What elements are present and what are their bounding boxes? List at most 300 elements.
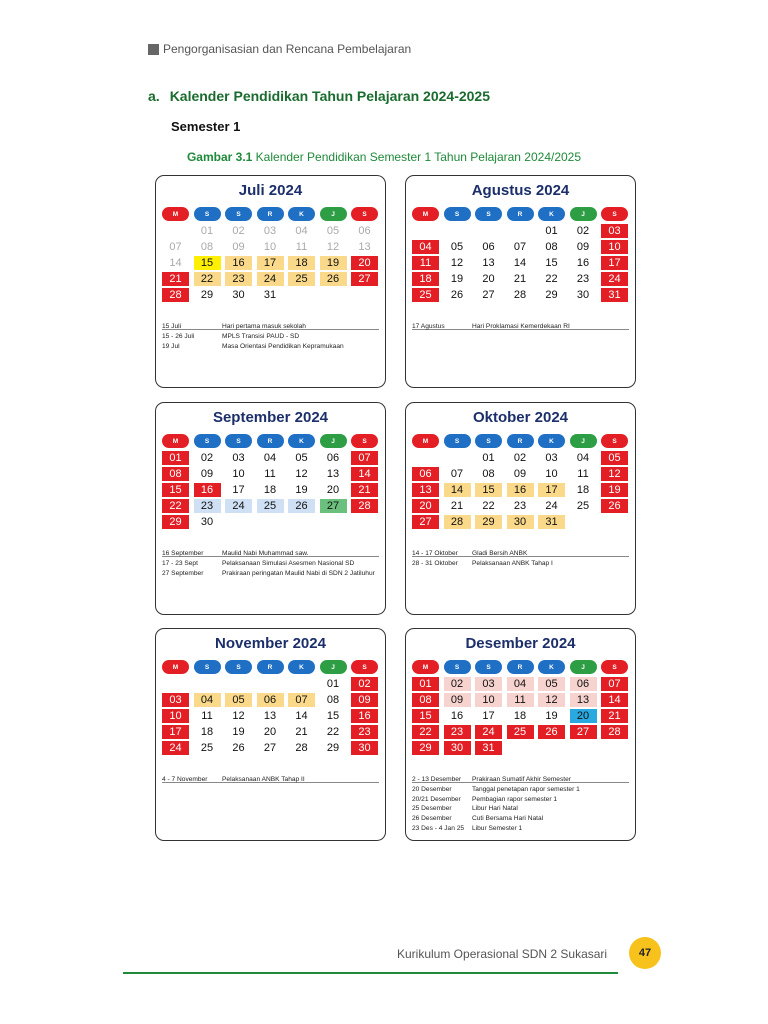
event-text: Hari Proklamasi Kemerdekaan RI (472, 323, 570, 330)
date-cell: 25 (200, 742, 214, 754)
date-cell: 28 (295, 742, 308, 754)
date-cell: 31 (475, 741, 502, 755)
date-cell: 07 (450, 468, 464, 480)
date-cell: 26 (450, 289, 464, 301)
weekday-pill: S (475, 207, 502, 221)
date-cell: 29 (412, 741, 439, 755)
date-cell: 30 (232, 289, 245, 301)
event-date: 20 Desember (412, 785, 452, 793)
date-cell: 18 (412, 272, 439, 286)
date-cell: 10 (162, 709, 189, 723)
calendar-month-card (155, 628, 386, 841)
weekday-pill: S (351, 434, 378, 448)
weekday-pill: S (351, 660, 378, 674)
date-cell: 20 (482, 273, 495, 285)
date-cell: 10 (263, 241, 277, 253)
weekday-pill: M (412, 207, 439, 221)
date-cell: 28 (601, 725, 628, 739)
weekday-pill: R (257, 207, 284, 221)
date-cell: 19 (450, 273, 464, 285)
date-cell: 04 (295, 225, 308, 237)
header-text: Pengorganisasian dan Rencana Pembelajaran (163, 42, 412, 56)
date-cell: 29 (162, 515, 189, 529)
date-cell: 04 (194, 693, 221, 707)
event-notes (412, 775, 631, 834)
date-cell: 27 (570, 725, 597, 739)
event-notes (162, 322, 381, 351)
event-text: Prakiraan peringatan Maulid Nabi di SDN 2 Jatiluhur (222, 569, 375, 577)
figure-caption-text: Kalender Pendidikan Semester 1 Tahun Pelajaran 2024/2025 (252, 150, 582, 164)
date-cell: 09 (576, 241, 590, 253)
date-cell: 06 (570, 677, 597, 691)
date-cell: 12 (601, 467, 628, 481)
event-date: 15 - 26 Juli (162, 332, 195, 340)
date-cell: 10 (232, 468, 245, 480)
date-cell: 01 (162, 451, 189, 465)
date-cell: 16 (351, 709, 378, 723)
weekday-pill: M (162, 434, 189, 448)
event-notes (412, 549, 631, 569)
date-cell: 02 (200, 452, 214, 464)
event-date: 23 Des - 4 Jan 25 (412, 824, 465, 832)
weekday-header-row (162, 660, 383, 674)
date-cell: 17 (232, 484, 245, 496)
calendar-month-card (155, 402, 386, 615)
date-cell: 12 (450, 257, 464, 269)
weekday-pill: J (570, 660, 597, 674)
date-cell: 11 (201, 710, 213, 722)
date-cell: 24 (475, 725, 502, 739)
calendar-month-card (155, 175, 386, 388)
date-cell: 02 (232, 225, 245, 237)
date-cell: 24 (545, 500, 558, 512)
date-cell: 13 (358, 241, 371, 253)
date-cell: 10 (475, 693, 502, 707)
event-notes (412, 322, 631, 332)
date-cell: 09 (351, 693, 378, 707)
footer-text: Kurikulum Operasional SDN 2 Sukasari (397, 947, 608, 961)
date-cell: 26 (538, 725, 565, 739)
date-cell: 08 (326, 694, 340, 706)
date-cell: 29 (475, 515, 502, 529)
date-cell (475, 224, 502, 238)
event-text: Masa Orientasi Pendidikan Kepramukaan (222, 342, 344, 350)
month-title: Desember 2024 (465, 635, 576, 652)
date-cell: 22 (194, 272, 221, 286)
date-cell: 01 (200, 225, 214, 237)
weekday-pill: K (538, 434, 565, 448)
date-cell (538, 741, 565, 755)
date-cell: 17 (601, 256, 628, 270)
date-cell: 15 (194, 256, 221, 270)
date-cell: 02 (576, 225, 590, 237)
event-date: 14 - 17 Oktober (412, 550, 458, 557)
semester-heading: Semester 1 (171, 119, 241, 134)
date-cell: 03 (263, 225, 277, 237)
month-title: September 2024 (212, 409, 329, 426)
date-cell: 08 (200, 241, 214, 253)
event-date: 28 - 31 Oktober (412, 559, 458, 567)
date-cell: 02 (513, 452, 527, 464)
date-cell: 20 (570, 709, 597, 723)
month-title: Agustus 2024 (471, 182, 570, 199)
month-title: November 2024 (215, 635, 326, 652)
date-cell: 12 (295, 468, 308, 480)
date-cell: 07 (601, 677, 628, 691)
weekday-pill: M (412, 660, 439, 674)
event-text: Maulid Nabi Muhammad saw. (222, 550, 309, 557)
weekday-pill: S (194, 660, 221, 674)
date-cell: 01 (412, 677, 439, 691)
date-cell: 15 (475, 483, 502, 497)
weekday-header-row (162, 207, 383, 221)
date-cell (601, 515, 628, 529)
date-cell: 27 (320, 499, 347, 513)
date-cell: 27 (482, 289, 495, 301)
date-cell: 22 (326, 726, 340, 738)
date-cell: 03 (232, 452, 245, 464)
date-cell: 27 (412, 515, 439, 529)
date-cell: 14 (169, 257, 182, 269)
date-cell: 07 (351, 451, 378, 465)
event-date: 17 Agustus (412, 323, 445, 330)
page-number: 47 (629, 937, 661, 969)
event-notes (162, 549, 381, 578)
date-cell: 14 (513, 257, 527, 269)
weekday-header-row (412, 207, 633, 221)
event-text: Pelaksanaan Simulasi Asesmen Nasional SD (222, 559, 355, 567)
weekday-pill: S (225, 434, 252, 448)
weekday-pill: S (225, 207, 252, 221)
date-cell: 12 (538, 693, 565, 707)
weekday-header-row (412, 660, 633, 674)
calendar-month-card (405, 402, 636, 615)
date-cell: 05 (225, 693, 252, 707)
event-date: 19 Jul (162, 342, 180, 350)
section-title (148, 88, 490, 104)
date-cell: 04 (507, 677, 534, 691)
date-cell (320, 515, 347, 529)
date-cell (194, 677, 221, 691)
date-cell (257, 515, 284, 529)
date-cell: 18 (576, 484, 590, 496)
date-cell: 24 (257, 272, 284, 286)
date-cell: 27 (263, 742, 277, 754)
date-cell: 18 (200, 726, 214, 738)
date-cell (601, 741, 628, 755)
date-cell (288, 677, 315, 691)
date-cell: 01 (326, 678, 340, 690)
date-cell: 20 (326, 484, 340, 496)
date-cell (351, 515, 378, 529)
date-cell: 11 (264, 468, 276, 480)
date-grid (412, 677, 628, 755)
weekday-pill: R (257, 434, 284, 448)
event-note (412, 795, 631, 805)
date-cell: 23 (513, 500, 527, 512)
date-cell (162, 224, 189, 238)
date-cell: 19 (232, 726, 245, 738)
date-cell: 10 (545, 468, 558, 480)
date-cell: 28 (513, 289, 527, 301)
calendar-month-card (405, 175, 636, 388)
date-cell: 23 (225, 272, 252, 286)
date-cell: 01 (545, 225, 558, 237)
date-cell: 28 (351, 499, 378, 513)
figure-caption-label: Gambar 3.1 (186, 150, 253, 164)
date-cell: 16 (450, 710, 464, 722)
date-cell (570, 515, 597, 529)
date-cell (507, 741, 534, 755)
event-date: 27 September (162, 569, 204, 577)
date-cell: 09 (232, 241, 245, 253)
date-cell: 30 (200, 516, 214, 528)
event-note (162, 549, 381, 559)
date-cell: 07 (288, 693, 315, 707)
date-cell: 24 (225, 499, 252, 513)
date-cell: 05 (601, 451, 628, 465)
weekday-pill: S (194, 434, 221, 448)
date-cell: 16 (194, 483, 221, 497)
date-cell: 25 (257, 499, 284, 513)
weekday-pill: J (320, 660, 347, 674)
weekday-pill: S (601, 660, 628, 674)
date-cell: 21 (351, 483, 378, 497)
date-cell (351, 288, 378, 302)
date-cell: 25 (288, 272, 315, 286)
date-cell: 06 (257, 693, 284, 707)
date-cell: 05 (538, 677, 565, 691)
date-cell: 24 (601, 272, 628, 286)
date-cell: 12 (232, 710, 245, 722)
month-title: Oktober 2024 (472, 409, 569, 426)
weekday-pill: K (288, 660, 315, 674)
event-text: Hari pertama masuk sekolah (222, 323, 306, 330)
header-square-icon (148, 44, 159, 55)
date-cell (225, 677, 252, 691)
date-cell: 19 (295, 484, 308, 496)
date-grid (412, 451, 628, 529)
date-cell: 04 (576, 452, 590, 464)
date-cell: 02 (444, 677, 471, 691)
date-cell: 22 (545, 273, 558, 285)
date-cell: 21 (513, 273, 527, 285)
date-cell (412, 451, 439, 465)
event-text: Tanggal penetapan rapor semester 1 (472, 785, 580, 793)
date-cell: 21 (162, 272, 189, 286)
date-cell: 15 (545, 257, 558, 269)
event-text: Cuti Bersama Hari Natal (472, 815, 544, 823)
event-note (162, 775, 381, 785)
weekday-pill: S (475, 660, 502, 674)
weekday-pill: M (412, 434, 439, 448)
date-cell: 14 (351, 467, 378, 481)
date-cell: 15 (326, 710, 340, 722)
date-cell (444, 451, 471, 465)
event-date: 26 Desember (412, 815, 452, 823)
weekday-pill: K (288, 434, 315, 448)
date-cell: 06 (412, 467, 439, 481)
date-cell: 25 (412, 288, 439, 302)
date-cell: 11 (412, 256, 439, 270)
weekday-pill: S (444, 660, 471, 674)
date-cell: 16 (225, 256, 252, 270)
date-grid (412, 224, 628, 302)
date-cell: 21 (601, 709, 628, 723)
date-cell: 13 (326, 468, 340, 480)
date-cell: 21 (295, 726, 308, 738)
date-cell: 08 (482, 468, 495, 480)
date-cell: 14 (295, 710, 308, 722)
date-cell: 04 (263, 452, 277, 464)
date-cell: 05 (295, 452, 308, 464)
event-notes (162, 775, 381, 785)
weekday-pill: K (538, 207, 565, 221)
date-cell: 23 (576, 273, 590, 285)
weekday-pill: M (162, 207, 189, 221)
date-grid (162, 224, 378, 302)
event-text: Prakiraan Sumatif Akhir Semester (472, 776, 571, 783)
weekday-pill: K (288, 207, 315, 221)
date-cell (412, 224, 439, 238)
date-cell: 17 (257, 256, 284, 270)
section-title-text: Kalender Pendidikan Tahun Pelajaran 2024-2025 (169, 88, 491, 104)
date-cell: 30 (576, 289, 590, 301)
month-title: Juli 2024 (238, 182, 303, 199)
event-text: Libur Semester 1 (472, 824, 523, 832)
event-note (162, 342, 381, 352)
date-cell (162, 677, 189, 691)
date-cell: 29 (200, 289, 214, 301)
date-cell: 09 (513, 468, 527, 480)
event-text: Pelaksanaan ANBK Tahap I (472, 559, 553, 567)
weekday-pill: S (444, 434, 471, 448)
event-note (412, 775, 631, 785)
date-cell (507, 224, 534, 238)
date-cell: 13 (412, 483, 439, 497)
date-cell: 23 (351, 725, 378, 739)
date-cell: 06 (358, 225, 371, 237)
date-cell: 25 (507, 725, 534, 739)
event-date: 4 - 7 November (162, 776, 208, 783)
weekday-pill: S (475, 434, 502, 448)
weekday-header-row (162, 434, 383, 448)
date-cell: 23 (194, 499, 221, 513)
event-note (162, 559, 381, 569)
date-cell: 25 (576, 500, 590, 512)
date-cell: 03 (545, 452, 558, 464)
weekday-pill: R (257, 660, 284, 674)
date-cell: 15 (162, 483, 189, 497)
event-date: 17 - 23 Sept (162, 559, 198, 567)
date-cell: 19 (545, 710, 558, 722)
event-note (162, 322, 381, 332)
weekday-pill: K (538, 660, 565, 674)
event-note (412, 785, 631, 795)
event-date: 20/21 Desember (412, 795, 461, 803)
date-cell: 03 (601, 224, 628, 238)
date-grid (162, 451, 378, 529)
date-cell: 02 (351, 677, 378, 691)
date-cell: 16 (576, 257, 590, 269)
date-cell: 15 (412, 709, 439, 723)
date-cell: 18 (263, 484, 277, 496)
date-cell: 06 (326, 452, 340, 464)
date-cell: 04 (412, 240, 439, 254)
weekday-pill: S (444, 207, 471, 221)
date-cell (444, 224, 471, 238)
calendar-month-card (405, 628, 636, 841)
date-cell: 07 (169, 241, 182, 253)
date-cell (288, 515, 315, 529)
event-date: 16 September (162, 550, 204, 557)
weekday-pill: S (194, 207, 221, 221)
date-cell: 19 (320, 256, 347, 270)
date-cell: 03 (475, 677, 502, 691)
date-cell: 19 (601, 483, 628, 497)
date-cell: 31 (263, 289, 277, 301)
weekday-pill: J (320, 434, 347, 448)
event-text: Libur Hari Natal (472, 805, 518, 813)
weekday-pill: S (351, 207, 378, 221)
weekday-pill: S (601, 207, 628, 221)
weekday-pill: R (507, 434, 534, 448)
date-cell: 20 (263, 726, 277, 738)
event-note (412, 804, 631, 814)
date-cell: 29 (545, 289, 558, 301)
event-note (412, 559, 631, 569)
date-cell: 24 (162, 741, 189, 755)
date-cell: 08 (545, 241, 558, 253)
date-cell: 05 (326, 225, 340, 237)
event-note (412, 814, 631, 824)
event-note (412, 549, 631, 559)
date-cell: 28 (444, 515, 471, 529)
date-cell: 08 (412, 693, 439, 707)
date-cell: 26 (320, 272, 347, 286)
date-cell: 13 (482, 257, 495, 269)
date-cell: 21 (450, 500, 464, 512)
date-cell: 26 (601, 499, 628, 513)
weekday-pill: S (601, 434, 628, 448)
date-cell: 14 (444, 483, 471, 497)
date-cell: 26 (232, 742, 245, 754)
date-cell: 22 (412, 725, 439, 739)
weekday-header-row (412, 434, 633, 448)
date-cell: 03 (162, 693, 189, 707)
date-cell (288, 288, 315, 302)
event-text: Pelaksanaan ANBK Tahap II (222, 776, 305, 783)
date-cell (257, 677, 284, 691)
weekday-pill: J (570, 434, 597, 448)
date-cell: 17 (482, 710, 495, 722)
date-cell: 20 (412, 499, 439, 513)
date-cell: 30 (507, 515, 534, 529)
date-cell: 28 (162, 288, 189, 302)
event-note (412, 322, 631, 332)
date-cell: 17 (538, 483, 565, 497)
date-cell: 14 (601, 693, 628, 707)
date-cell (320, 288, 347, 302)
date-cell: 22 (482, 500, 495, 512)
date-cell: 13 (263, 710, 277, 722)
date-cell: 13 (570, 693, 597, 707)
event-text: Pembagian rapor semester 1 (472, 795, 558, 803)
weekday-pill: J (320, 207, 347, 221)
date-cell (225, 515, 252, 529)
event-note (162, 332, 381, 342)
date-cell: 29 (326, 742, 340, 754)
